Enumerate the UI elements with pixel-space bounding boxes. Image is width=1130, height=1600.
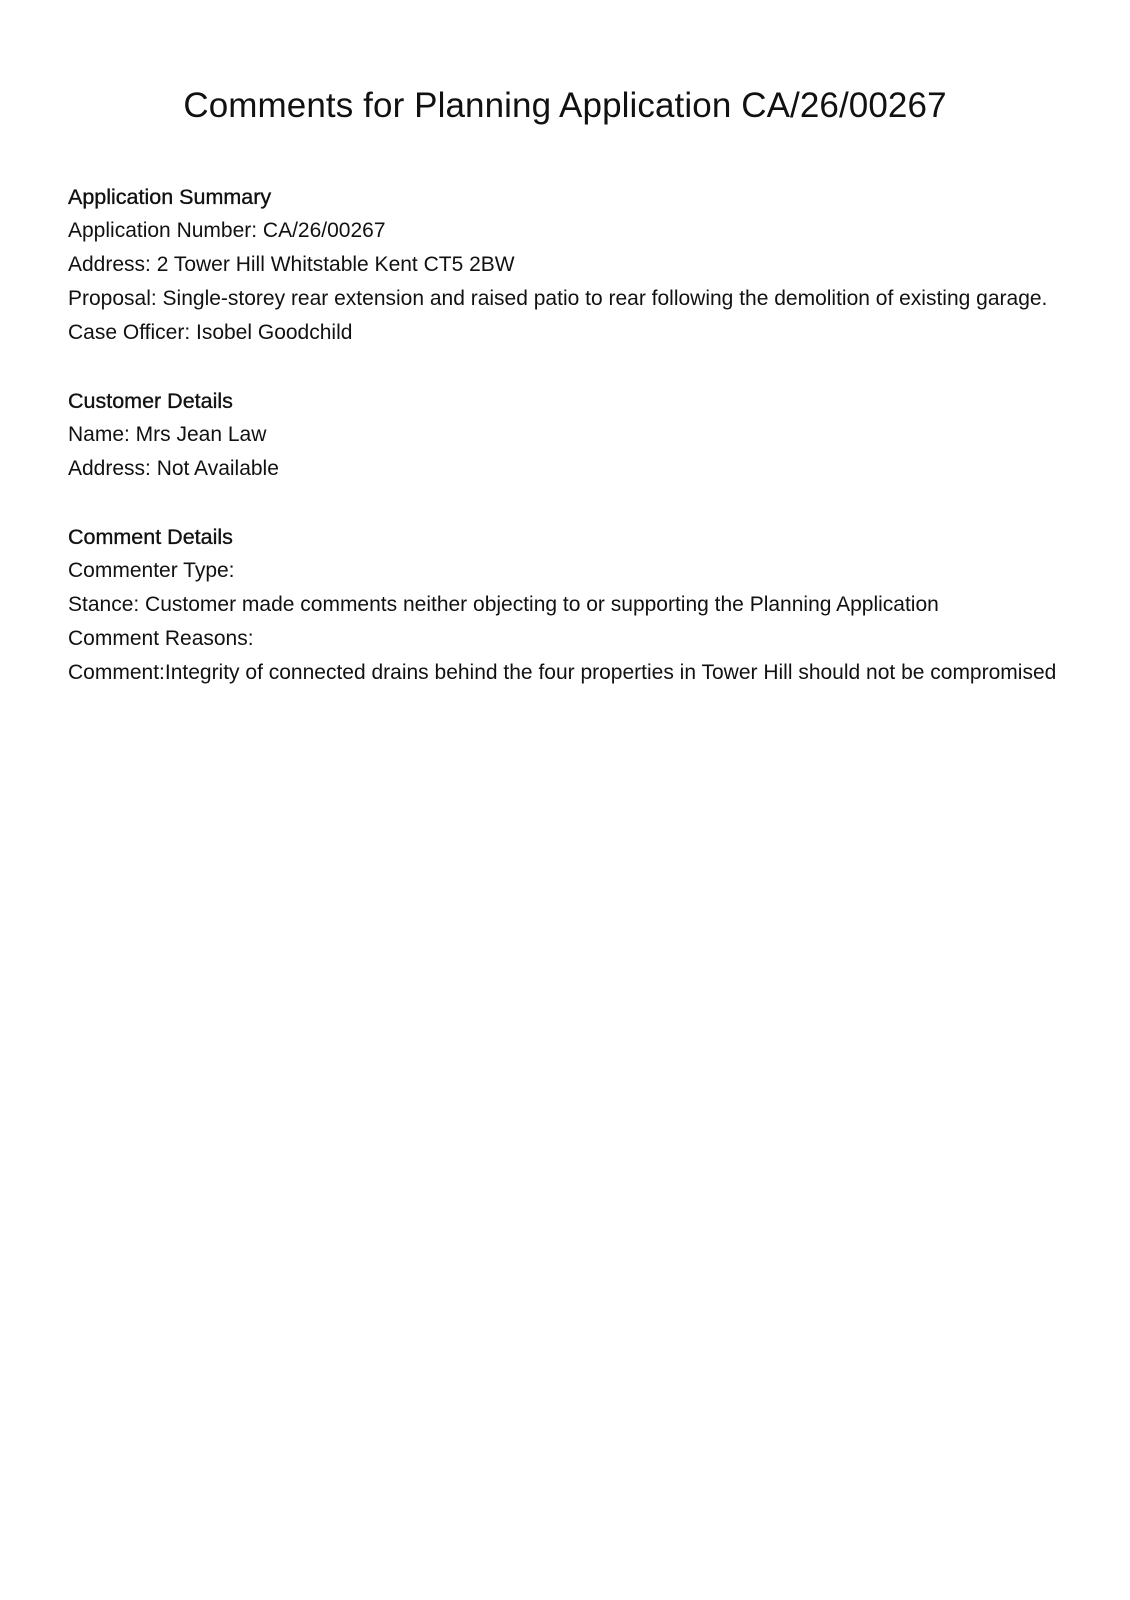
application-address: Address: 2 Tower Hill Whitstable Kent CT5 2BW: [68, 253, 515, 276]
page-title: Comments for Planning Application CA/26/00267: [183, 86, 947, 125]
commenter-type: Commenter Type:: [68, 559, 235, 582]
application-summary-heading: Application Summary: [68, 185, 272, 209]
comment-reasons: Comment Reasons:: [68, 627, 254, 650]
application-summary-section: [68, 180, 1068, 350]
comment-text: Comment:Integrity of connected drains behind the four properties in Tower Hill should not be compromised: [68, 661, 1057, 684]
case-officer: Case Officer: Isobel Goodchild: [68, 321, 353, 344]
customer-details-heading: Customer Details: [68, 389, 233, 413]
document-body: [68, 180, 1068, 724]
comment-details-heading: Comment Details: [68, 525, 233, 549]
application-proposal: Proposal: Single-storey rear extension and raised patio to rear following the demolition of existing garage.: [68, 287, 1048, 310]
customer-address: Address: Not Available: [68, 457, 279, 480]
comment-details-section: [68, 520, 1068, 690]
customer-name: Name: Mrs Jean Law: [68, 423, 267, 446]
application-number: Application Number: CA/26/00267: [68, 219, 386, 242]
comment-stance: Stance: Customer made comments neither objecting to or supporting the Planning Application: [68, 593, 939, 616]
customer-details-section: [68, 384, 1068, 486]
